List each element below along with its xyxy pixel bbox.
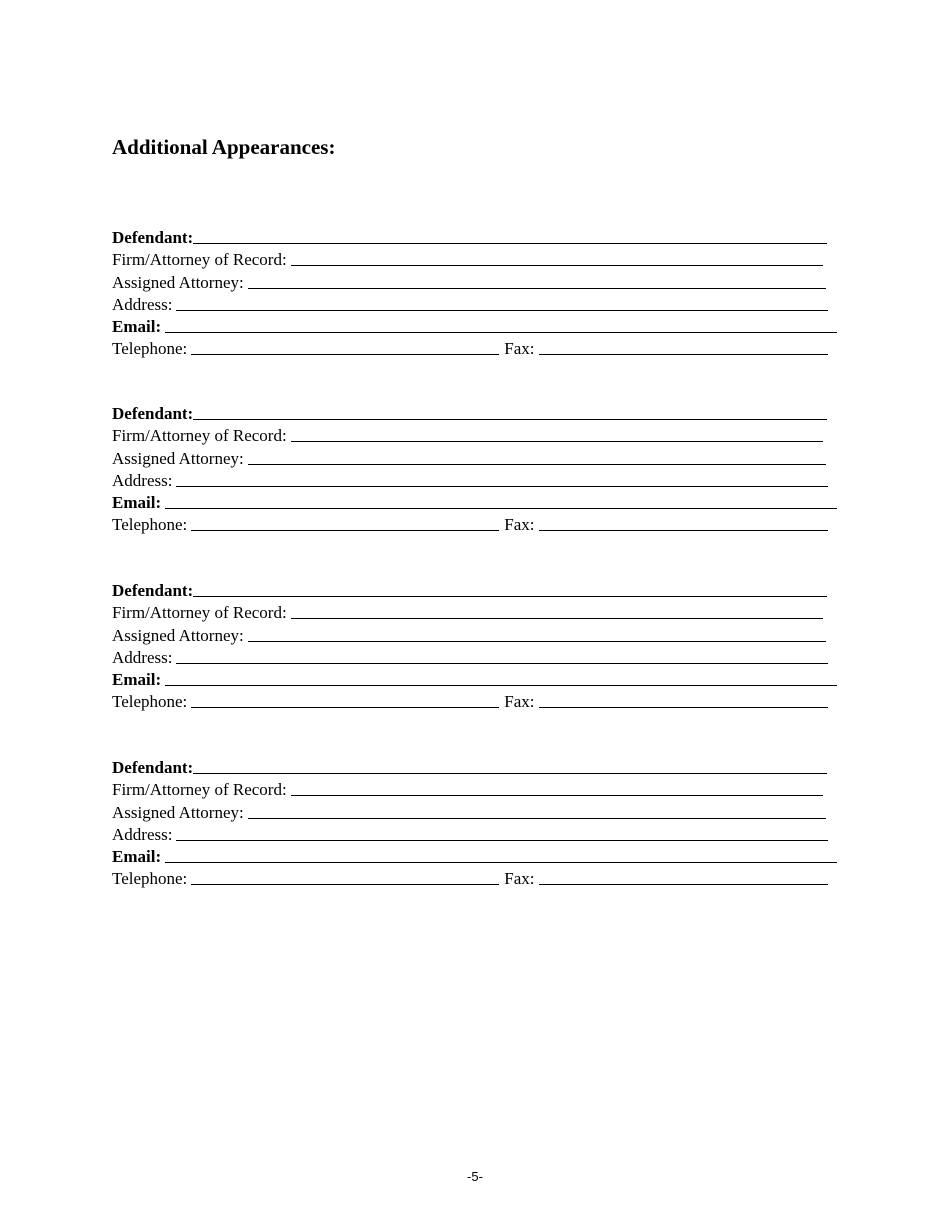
firm-row xyxy=(112,601,842,623)
appearance-block-1 xyxy=(112,226,842,359)
fax-field[interactable] xyxy=(539,530,828,531)
page-number: -5- xyxy=(467,1169,483,1184)
defendant-row xyxy=(112,226,842,248)
assigned-attorney-field[interactable] xyxy=(248,464,826,465)
defendant-row xyxy=(112,756,842,778)
telephone-fax-row xyxy=(112,513,842,535)
address-field[interactable] xyxy=(176,486,828,487)
firm-row xyxy=(112,424,842,446)
telephone-fax-row xyxy=(112,337,842,359)
firm-label: Firm/Attorney of Record: xyxy=(112,603,287,623)
telephone-field[interactable] xyxy=(191,530,499,531)
defendant-field[interactable] xyxy=(193,596,827,597)
firm-field[interactable] xyxy=(291,795,823,796)
assigned-attorney-field[interactable] xyxy=(248,818,826,819)
telephone-fax-row xyxy=(112,867,842,889)
defendant-label: Defendant: xyxy=(112,581,194,601)
telephone-field[interactable] xyxy=(191,884,499,885)
firm-label: Firm/Attorney of Record: xyxy=(112,426,287,446)
appearance-block-3 xyxy=(112,579,842,712)
firm-row xyxy=(112,248,842,270)
fax-label: Fax: xyxy=(504,515,535,535)
appearance-block-4 xyxy=(112,756,842,889)
email-row xyxy=(112,668,842,690)
firm-label: Firm/Attorney of Record: xyxy=(112,250,287,270)
page-title: Additional Appearances: xyxy=(112,135,336,159)
firm-field[interactable] xyxy=(291,618,823,619)
firm-field[interactable] xyxy=(291,265,823,266)
telephone-label: Telephone: xyxy=(112,692,188,712)
assigned-attorney-row xyxy=(112,800,842,822)
email-row xyxy=(112,491,842,513)
assigned-attorney-row xyxy=(112,270,842,292)
telephone-label: Telephone: xyxy=(112,515,188,535)
address-row xyxy=(112,469,842,491)
telephone-label: Telephone: xyxy=(112,339,188,359)
fax-field[interactable] xyxy=(539,707,828,708)
fax-label: Fax: xyxy=(504,339,535,359)
defendant-label: Defendant: xyxy=(112,758,194,778)
assigned-attorney-label: Assigned Attorney: xyxy=(112,625,244,645)
fax-label: Fax: xyxy=(504,692,535,712)
telephone-field[interactable] xyxy=(191,354,499,355)
address-label: Address: xyxy=(112,470,173,490)
defendant-field[interactable] xyxy=(193,773,827,774)
email-field[interactable] xyxy=(165,685,837,686)
defendant-field[interactable] xyxy=(193,419,827,420)
address-label: Address: xyxy=(112,647,173,667)
email-label: Email: xyxy=(112,669,162,689)
email-row xyxy=(112,845,842,867)
firm-row xyxy=(112,778,842,800)
assigned-attorney-field[interactable] xyxy=(248,288,826,289)
assigned-attorney-label: Assigned Attorney: xyxy=(112,802,244,822)
email-row xyxy=(112,315,842,337)
assigned-attorney-field[interactable] xyxy=(248,641,826,642)
defendant-label: Defendant: xyxy=(112,228,194,248)
email-label: Email: xyxy=(112,316,162,336)
firm-label: Firm/Attorney of Record: xyxy=(112,780,287,800)
telephone-label: Telephone: xyxy=(112,869,188,889)
firm-field[interactable] xyxy=(291,441,823,442)
fax-field[interactable] xyxy=(539,884,828,885)
defendant-field[interactable] xyxy=(193,243,827,244)
email-label: Email: xyxy=(112,846,162,866)
defendant-row xyxy=(112,402,842,424)
defendant-row xyxy=(112,579,842,601)
defendant-label: Defendant: xyxy=(112,404,194,424)
address-row xyxy=(112,823,842,845)
address-row xyxy=(112,646,842,668)
assigned-attorney-row xyxy=(112,623,842,645)
fax-field[interactable] xyxy=(539,354,828,355)
address-row xyxy=(112,293,842,315)
telephone-field[interactable] xyxy=(191,707,499,708)
assigned-attorney-row xyxy=(112,446,842,468)
assigned-attorney-label: Assigned Attorney: xyxy=(112,448,244,468)
email-label: Email: xyxy=(112,492,162,512)
address-label: Address: xyxy=(112,824,173,844)
address-field[interactable] xyxy=(176,310,828,311)
telephone-fax-row xyxy=(112,690,842,712)
email-field[interactable] xyxy=(165,862,837,863)
address-label: Address: xyxy=(112,294,173,314)
email-field[interactable] xyxy=(165,332,837,333)
address-field[interactable] xyxy=(176,840,828,841)
email-field[interactable] xyxy=(165,508,837,509)
address-field[interactable] xyxy=(176,663,828,664)
fax-label: Fax: xyxy=(504,869,535,889)
appearance-block-2 xyxy=(112,402,842,535)
assigned-attorney-label: Assigned Attorney: xyxy=(112,272,244,292)
